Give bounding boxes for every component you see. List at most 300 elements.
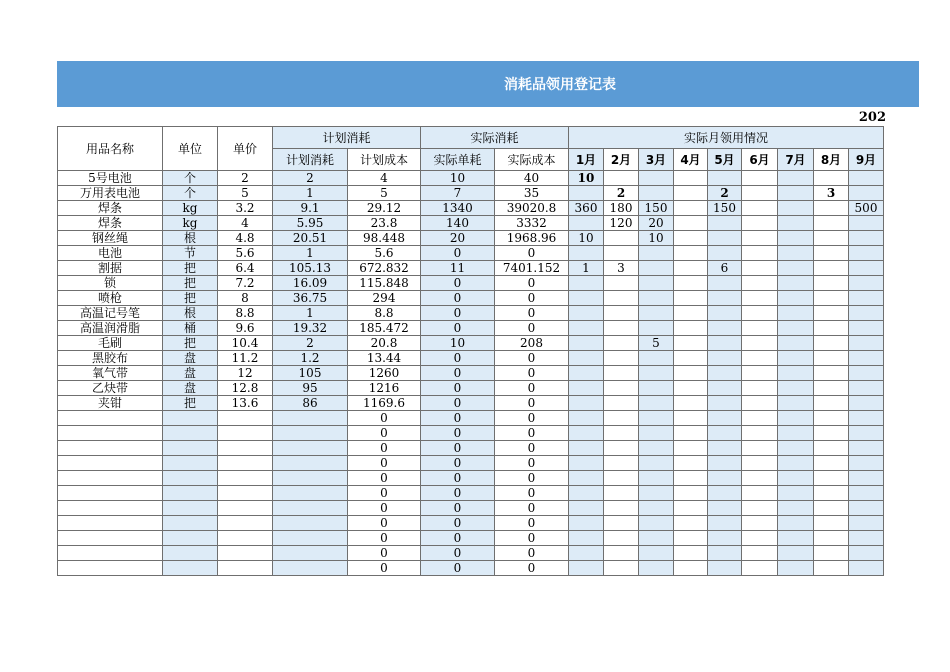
cell-month-2[interactable] [604, 246, 639, 261]
cell-unit[interactable]: 把 [163, 261, 218, 276]
cell-month-7[interactable] [778, 396, 814, 411]
cell-month-8[interactable] [814, 516, 849, 531]
cell-month-3[interactable]: 5 [639, 336, 674, 351]
cell-actual-unit[interactable]: 0 [421, 381, 495, 396]
cell-name[interactable]: 夹钳 [58, 396, 163, 411]
cell-plan-cost[interactable]: 115.848 [348, 276, 421, 291]
cell-month-2[interactable] [604, 486, 639, 501]
cell-actual-cost[interactable]: 208 [495, 336, 569, 351]
cell-actual-cost[interactable]: 39020.8 [495, 201, 569, 216]
cell-month-2[interactable] [604, 471, 639, 486]
cell-month-7[interactable] [778, 441, 814, 456]
cell-month-8[interactable] [814, 471, 849, 486]
cell-price[interactable] [218, 411, 273, 426]
cell-month-8[interactable] [814, 366, 849, 381]
cell-month-6[interactable] [742, 336, 778, 351]
cell-unit[interactable] [163, 426, 218, 441]
cell-plan-qty[interactable] [273, 426, 348, 441]
cell-month-1[interactable] [569, 471, 604, 486]
cell-price[interactable]: 7.2 [218, 276, 273, 291]
cell-month-4[interactable] [674, 531, 708, 546]
cell-month-8[interactable] [814, 396, 849, 411]
cell-month-6[interactable] [742, 246, 778, 261]
cell-price[interactable]: 11.2 [218, 351, 273, 366]
cell-month-2[interactable] [604, 291, 639, 306]
cell-month-8[interactable] [814, 276, 849, 291]
cell-month-5[interactable] [708, 306, 742, 321]
cell-month-8[interactable] [814, 381, 849, 396]
cell-name[interactable] [58, 456, 163, 471]
cell-actual-cost[interactable]: 0 [495, 426, 569, 441]
cell-month-9[interactable] [849, 321, 884, 336]
cell-month-5[interactable] [708, 546, 742, 561]
cell-month-7[interactable] [778, 306, 814, 321]
cell-plan-cost[interactable]: 23.8 [348, 216, 421, 231]
cell-plan-qty[interactable]: 95 [273, 381, 348, 396]
cell-month-7[interactable] [778, 351, 814, 366]
cell-month-7[interactable] [778, 321, 814, 336]
cell-month-5[interactable] [708, 516, 742, 531]
cell-month-6[interactable] [742, 171, 778, 186]
cell-month-4[interactable] [674, 516, 708, 531]
cell-month-7[interactable] [778, 186, 814, 201]
cell-month-3[interactable]: 20 [639, 216, 674, 231]
cell-month-1[interactable] [569, 486, 604, 501]
cell-plan-qty[interactable]: 105 [273, 366, 348, 381]
cell-month-2[interactable]: 120 [604, 216, 639, 231]
cell-plan-cost[interactable]: 5 [348, 186, 421, 201]
cell-unit[interactable]: 个 [163, 186, 218, 201]
cell-month-3[interactable] [639, 261, 674, 276]
cell-actual-cost[interactable]: 35 [495, 186, 569, 201]
cell-plan-cost[interactable]: 1169.6 [348, 396, 421, 411]
cell-name[interactable] [58, 471, 163, 486]
cell-actual-unit[interactable]: 0 [421, 456, 495, 471]
cell-month-6[interactable] [742, 261, 778, 276]
cell-actual-cost[interactable]: 0 [495, 366, 569, 381]
cell-plan-cost[interactable]: 20.8 [348, 336, 421, 351]
cell-month-7[interactable] [778, 411, 814, 426]
cell-actual-unit[interactable]: 0 [421, 501, 495, 516]
cell-month-2[interactable]: 3 [604, 261, 639, 276]
cell-month-7[interactable] [778, 261, 814, 276]
cell-month-6[interactable] [742, 441, 778, 456]
cell-month-8[interactable]: 3 [814, 186, 849, 201]
cell-month-4[interactable] [674, 306, 708, 321]
cell-plan-qty[interactable]: 5.95 [273, 216, 348, 231]
cell-month-6[interactable] [742, 306, 778, 321]
cell-plan-cost[interactable]: 5.6 [348, 246, 421, 261]
cell-unit[interactable]: 盘 [163, 366, 218, 381]
cell-month-9[interactable]: 500 [849, 201, 884, 216]
cell-month-7[interactable] [778, 171, 814, 186]
cell-unit[interactable] [163, 486, 218, 501]
cell-actual-cost[interactable]: 0 [495, 456, 569, 471]
cell-month-8[interactable] [814, 291, 849, 306]
cell-month-1[interactable] [569, 381, 604, 396]
cell-month-2[interactable]: 2 [604, 186, 639, 201]
cell-plan-cost[interactable]: 0 [348, 441, 421, 456]
cell-unit[interactable]: 把 [163, 396, 218, 411]
cell-month-6[interactable] [742, 216, 778, 231]
cell-plan-cost[interactable]: 8.8 [348, 306, 421, 321]
cell-month-2[interactable] [604, 426, 639, 441]
cell-plan-qty[interactable]: 1 [273, 306, 348, 321]
cell-actual-cost[interactable]: 1968.96 [495, 231, 569, 246]
cell-unit[interactable] [163, 411, 218, 426]
cell-month-2[interactable] [604, 381, 639, 396]
cell-month-4[interactable] [674, 561, 708, 576]
cell-price[interactable] [218, 426, 273, 441]
cell-month-4[interactable] [674, 486, 708, 501]
cell-plan-qty[interactable] [273, 516, 348, 531]
cell-plan-cost[interactable]: 1216 [348, 381, 421, 396]
cell-month-6[interactable] [742, 501, 778, 516]
cell-unit[interactable]: kg [163, 201, 218, 216]
cell-actual-unit[interactable]: 10 [421, 336, 495, 351]
cell-month-7[interactable] [778, 561, 814, 576]
cell-month-9[interactable] [849, 426, 884, 441]
cell-month-7[interactable] [778, 471, 814, 486]
cell-month-3[interactable] [639, 276, 674, 291]
cell-name[interactable] [58, 426, 163, 441]
cell-price[interactable]: 6.4 [218, 261, 273, 276]
cell-month-4[interactable] [674, 261, 708, 276]
cell-name[interactable]: 割据 [58, 261, 163, 276]
cell-month-2[interactable] [604, 441, 639, 456]
cell-actual-cost[interactable]: 3332 [495, 216, 569, 231]
cell-unit[interactable]: 节 [163, 246, 218, 261]
cell-month-3[interactable] [639, 546, 674, 561]
cell-price[interactable]: 13.6 [218, 396, 273, 411]
cell-plan-qty[interactable]: 9.1 [273, 201, 348, 216]
cell-month-5[interactable]: 6 [708, 261, 742, 276]
cell-unit[interactable] [163, 456, 218, 471]
cell-month-9[interactable] [849, 561, 884, 576]
cell-price[interactable] [218, 561, 273, 576]
cell-month-7[interactable] [778, 546, 814, 561]
cell-plan-qty[interactable]: 2 [273, 171, 348, 186]
cell-month-9[interactable] [849, 501, 884, 516]
cell-month-9[interactable] [849, 381, 884, 396]
cell-unit[interactable]: 根 [163, 306, 218, 321]
cell-month-9[interactable] [849, 216, 884, 231]
cell-month-4[interactable] [674, 231, 708, 246]
cell-plan-cost[interactable]: 0 [348, 516, 421, 531]
cell-actual-cost[interactable]: 0 [495, 561, 569, 576]
cell-plan-qty[interactable] [273, 456, 348, 471]
cell-month-2[interactable] [604, 171, 639, 186]
cell-price[interactable] [218, 546, 273, 561]
cell-month-8[interactable] [814, 486, 849, 501]
cell-month-3[interactable] [639, 486, 674, 501]
cell-month-2[interactable] [604, 456, 639, 471]
cell-month-4[interactable] [674, 291, 708, 306]
cell-unit[interactable]: 根 [163, 231, 218, 246]
cell-actual-unit[interactable]: 0 [421, 426, 495, 441]
cell-month-9[interactable] [849, 471, 884, 486]
cell-unit[interactable] [163, 546, 218, 561]
cell-unit[interactable] [163, 531, 218, 546]
cell-unit[interactable] [163, 471, 218, 486]
cell-month-9[interactable] [849, 546, 884, 561]
cell-month-5[interactable] [708, 456, 742, 471]
cell-price[interactable] [218, 471, 273, 486]
cell-plan-cost[interactable]: 0 [348, 546, 421, 561]
cell-month-1[interactable] [569, 546, 604, 561]
cell-month-1[interactable] [569, 336, 604, 351]
cell-month-8[interactable] [814, 546, 849, 561]
cell-plan-qty[interactable]: 2 [273, 336, 348, 351]
cell-month-6[interactable] [742, 291, 778, 306]
cell-month-8[interactable] [814, 411, 849, 426]
cell-plan-cost[interactable]: 0 [348, 501, 421, 516]
cell-plan-cost[interactable]: 0 [348, 531, 421, 546]
cell-month-2[interactable] [604, 231, 639, 246]
cell-month-1[interactable] [569, 321, 604, 336]
cell-month-9[interactable] [849, 516, 884, 531]
cell-month-8[interactable] [814, 561, 849, 576]
cell-month-9[interactable] [849, 351, 884, 366]
cell-actual-cost[interactable]: 0 [495, 486, 569, 501]
cell-price[interactable]: 9.6 [218, 321, 273, 336]
cell-month-3[interactable] [639, 471, 674, 486]
cell-name[interactable] [58, 531, 163, 546]
cell-plan-cost[interactable]: 13.44 [348, 351, 421, 366]
cell-month-7[interactable] [778, 531, 814, 546]
cell-price[interactable] [218, 456, 273, 471]
cell-month-7[interactable] [778, 381, 814, 396]
cell-month-4[interactable] [674, 276, 708, 291]
cell-month-4[interactable] [674, 426, 708, 441]
cell-name[interactable]: 氧气带 [58, 366, 163, 381]
cell-price[interactable]: 8 [218, 291, 273, 306]
cell-month-7[interactable] [778, 201, 814, 216]
cell-price[interactable]: 4 [218, 216, 273, 231]
cell-month-2[interactable] [604, 546, 639, 561]
cell-plan-qty[interactable]: 36.75 [273, 291, 348, 306]
cell-month-6[interactable] [742, 321, 778, 336]
cell-actual-unit[interactable]: 0 [421, 486, 495, 501]
cell-month-5[interactable] [708, 381, 742, 396]
cell-month-1[interactable] [569, 501, 604, 516]
cell-month-8[interactable] [814, 501, 849, 516]
cell-month-9[interactable] [849, 336, 884, 351]
cell-month-1[interactable] [569, 276, 604, 291]
cell-month-4[interactable] [674, 246, 708, 261]
cell-month-7[interactable] [778, 336, 814, 351]
cell-month-9[interactable] [849, 306, 884, 321]
cell-unit[interactable] [163, 501, 218, 516]
cell-actual-unit[interactable]: 7 [421, 186, 495, 201]
cell-month-5[interactable]: 150 [708, 201, 742, 216]
cell-unit[interactable]: 个 [163, 171, 218, 186]
cell-unit[interactable]: 把 [163, 291, 218, 306]
cell-month-3[interactable] [639, 186, 674, 201]
cell-plan-qty[interactable]: 1 [273, 186, 348, 201]
cell-unit[interactable]: 桶 [163, 321, 218, 336]
cell-month-4[interactable] [674, 186, 708, 201]
cell-price[interactable]: 8.8 [218, 306, 273, 321]
cell-actual-unit[interactable]: 0 [421, 396, 495, 411]
cell-month-3[interactable] [639, 426, 674, 441]
cell-name[interactable]: 电池 [58, 246, 163, 261]
cell-price[interactable]: 2 [218, 171, 273, 186]
cell-month-3[interactable] [639, 411, 674, 426]
cell-month-4[interactable] [674, 201, 708, 216]
cell-month-5[interactable]: 2 [708, 186, 742, 201]
cell-month-6[interactable] [742, 186, 778, 201]
cell-month-9[interactable] [849, 411, 884, 426]
cell-plan-cost[interactable]: 29.12 [348, 201, 421, 216]
cell-plan-cost[interactable]: 4 [348, 171, 421, 186]
cell-month-3[interactable] [639, 291, 674, 306]
cell-month-5[interactable] [708, 501, 742, 516]
cell-month-1[interactable] [569, 396, 604, 411]
cell-month-5[interactable] [708, 531, 742, 546]
cell-month-1[interactable]: 10 [569, 231, 604, 246]
cell-month-9[interactable] [849, 291, 884, 306]
cell-plan-cost[interactable]: 294 [348, 291, 421, 306]
cell-month-9[interactable] [849, 396, 884, 411]
cell-month-9[interactable] [849, 441, 884, 456]
cell-month-3[interactable] [639, 531, 674, 546]
cell-month-2[interactable] [604, 561, 639, 576]
cell-month-3[interactable] [639, 501, 674, 516]
cell-month-2[interactable] [604, 276, 639, 291]
cell-month-7[interactable] [778, 216, 814, 231]
cell-plan-qty[interactable]: 105.13 [273, 261, 348, 276]
cell-month-4[interactable] [674, 336, 708, 351]
cell-month-5[interactable] [708, 561, 742, 576]
cell-month-6[interactable] [742, 351, 778, 366]
cell-month-3[interactable] [639, 171, 674, 186]
cell-month-7[interactable] [778, 516, 814, 531]
cell-actual-cost[interactable]: 0 [495, 381, 569, 396]
cell-month-2[interactable] [604, 366, 639, 381]
cell-month-7[interactable] [778, 231, 814, 246]
cell-price[interactable] [218, 531, 273, 546]
cell-month-3[interactable] [639, 396, 674, 411]
cell-unit[interactable] [163, 516, 218, 531]
cell-month-4[interactable] [674, 351, 708, 366]
cell-month-6[interactable] [742, 516, 778, 531]
cell-month-8[interactable] [814, 246, 849, 261]
cell-price[interactable]: 12.8 [218, 381, 273, 396]
cell-month-1[interactable] [569, 561, 604, 576]
cell-name[interactable]: 万用表电池 [58, 186, 163, 201]
cell-plan-cost[interactable]: 185.472 [348, 321, 421, 336]
cell-price[interactable]: 12 [218, 366, 273, 381]
cell-month-3[interactable] [639, 456, 674, 471]
cell-plan-qty[interactable] [273, 441, 348, 456]
cell-price[interactable]: 10.4 [218, 336, 273, 351]
cell-month-2[interactable] [604, 411, 639, 426]
cell-unit[interactable]: 盘 [163, 381, 218, 396]
cell-month-7[interactable] [778, 456, 814, 471]
cell-plan-qty[interactable]: 1.2 [273, 351, 348, 366]
cell-month-9[interactable] [849, 246, 884, 261]
cell-month-7[interactable] [778, 486, 814, 501]
cell-month-8[interactable] [814, 201, 849, 216]
cell-month-9[interactable] [849, 456, 884, 471]
cell-name[interactable] [58, 561, 163, 576]
cell-month-1[interactable] [569, 351, 604, 366]
cell-month-5[interactable] [708, 396, 742, 411]
cell-month-9[interactable] [849, 486, 884, 501]
cell-month-9[interactable] [849, 366, 884, 381]
cell-month-9[interactable] [849, 531, 884, 546]
cell-month-2[interactable] [604, 516, 639, 531]
cell-month-8[interactable] [814, 426, 849, 441]
cell-month-4[interactable] [674, 441, 708, 456]
cell-month-3[interactable] [639, 561, 674, 576]
cell-month-5[interactable] [708, 486, 742, 501]
cell-actual-unit[interactable]: 1340 [421, 201, 495, 216]
cell-month-6[interactable] [742, 231, 778, 246]
cell-month-6[interactable] [742, 381, 778, 396]
cell-actual-cost[interactable]: 0 [495, 396, 569, 411]
cell-actual-cost[interactable]: 0 [495, 441, 569, 456]
cell-plan-cost[interactable]: 1260 [348, 366, 421, 381]
cell-name[interactable]: 5号电池 [58, 171, 163, 186]
cell-month-6[interactable] [742, 561, 778, 576]
cell-price[interactable]: 4.8 [218, 231, 273, 246]
cell-actual-unit[interactable]: 0 [421, 321, 495, 336]
cell-name[interactable] [58, 411, 163, 426]
cell-actual-unit[interactable]: 0 [421, 276, 495, 291]
cell-name[interactable]: 锁 [58, 276, 163, 291]
cell-name[interactable]: 毛刷 [58, 336, 163, 351]
cell-plan-qty[interactable]: 86 [273, 396, 348, 411]
cell-name[interactable]: 乙炔带 [58, 381, 163, 396]
cell-actual-unit[interactable]: 0 [421, 561, 495, 576]
cell-plan-cost[interactable]: 0 [348, 486, 421, 501]
cell-actual-unit[interactable]: 0 [421, 246, 495, 261]
cell-month-6[interactable] [742, 366, 778, 381]
cell-month-4[interactable] [674, 501, 708, 516]
cell-month-4[interactable] [674, 411, 708, 426]
cell-month-7[interactable] [778, 366, 814, 381]
cell-actual-unit[interactable]: 0 [421, 471, 495, 486]
cell-month-8[interactable] [814, 261, 849, 276]
cell-month-1[interactable] [569, 456, 604, 471]
cell-name[interactable]: 高温记号笔 [58, 306, 163, 321]
cell-actual-unit[interactable]: 0 [421, 411, 495, 426]
cell-month-1[interactable] [569, 216, 604, 231]
cell-name[interactable] [58, 441, 163, 456]
cell-plan-cost[interactable]: 0 [348, 426, 421, 441]
cell-unit[interactable] [163, 441, 218, 456]
cell-month-7[interactable] [778, 291, 814, 306]
cell-month-5[interactable] [708, 336, 742, 351]
cell-month-1[interactable]: 360 [569, 201, 604, 216]
cell-month-1[interactable] [569, 426, 604, 441]
cell-name[interactable]: 钢丝绳 [58, 231, 163, 246]
cell-unit[interactable]: kg [163, 216, 218, 231]
cell-month-3[interactable] [639, 366, 674, 381]
cell-month-5[interactable] [708, 441, 742, 456]
cell-plan-qty[interactable]: 19.32 [273, 321, 348, 336]
cell-month-3[interactable] [639, 321, 674, 336]
cell-month-7[interactable] [778, 246, 814, 261]
cell-price[interactable]: 5.6 [218, 246, 273, 261]
cell-actual-cost[interactable]: 0 [495, 516, 569, 531]
cell-month-3[interactable] [639, 306, 674, 321]
cell-month-1[interactable] [569, 246, 604, 261]
cell-plan-cost[interactable]: 0 [348, 411, 421, 426]
cell-month-1[interactable] [569, 531, 604, 546]
